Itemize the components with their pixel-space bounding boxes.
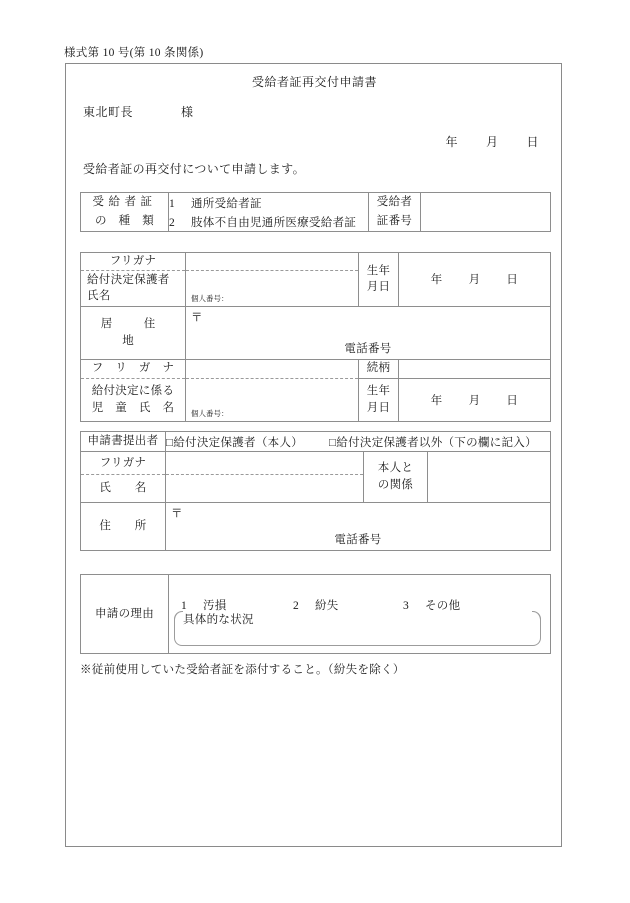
footer-note: ※従前使用していた受給者証を添付すること。（紛失を除く）	[80, 664, 405, 676]
cert-option-1-text: 通所受給者証	[191, 197, 262, 210]
guardian-mynumber-label: 個人番号：	[191, 293, 229, 303]
cert-no-label-cell-2	[369, 212, 421, 232]
cert-no-label-line1: 受給者	[376, 196, 413, 209]
submitter-relation-label-line1: 本人と	[377, 462, 414, 475]
cert-type-label-cell-2	[81, 212, 169, 232]
guardian-birth-value[interactable]	[399, 253, 551, 307]
reason-option-1-number: 1	[181, 600, 188, 612]
table-row	[81, 359, 551, 378]
child-birth-year: 年	[430, 394, 443, 407]
submitter-name-label	[81, 475, 166, 503]
submitter-table	[80, 431, 551, 551]
date-line	[445, 133, 539, 150]
reason-label-cell: 申請の理由	[81, 575, 169, 654]
submitter-header-label: 申請書提出者	[81, 432, 166, 452]
table-row	[81, 432, 551, 452]
cert-type-label-line1: 受給者証	[92, 196, 157, 209]
child-relation-value[interactable]	[399, 359, 551, 378]
guardian-furigana-label: フリガナ	[81, 253, 186, 271]
submitter-relation-label	[364, 452, 428, 503]
reason-option-2-text: 紛失	[315, 600, 339, 612]
submitter-name-label-text: 氏 名	[99, 482, 147, 495]
form-number: 様式第 10 号(第 10 条関係)	[64, 47, 204, 59]
child-birth-label	[359, 378, 399, 421]
submitter-address-value[interactable]	[166, 503, 551, 551]
guardian-name-value[interactable]	[186, 270, 359, 306]
child-furigana-label-text: フ リ ガ ナ	[91, 362, 175, 375]
guardian-birth-label-line1: 生年	[366, 264, 391, 277]
submitter-tel-label: 電話番号	[334, 534, 382, 546]
table-row	[81, 253, 551, 271]
child-name-label-line2: 児 童 氏 名	[91, 401, 175, 414]
table-row	[81, 193, 551, 213]
cert-type-label-cell	[81, 193, 169, 213]
child-furigana-label	[81, 359, 186, 378]
child-relation-label: 続柄	[359, 359, 399, 378]
submitter-address-label-text: 住 所	[99, 520, 147, 533]
child-birth-day: 日	[506, 394, 519, 407]
guardian-residence-value[interactable]	[186, 306, 551, 359]
guardian-name-label-line2: 氏名	[87, 290, 111, 303]
child-name-label	[81, 378, 186, 421]
postal-mark-icon: 〒	[191, 311, 203, 324]
date-day-label: 日	[526, 135, 539, 149]
table-row	[81, 306, 551, 359]
table-row	[81, 378, 551, 421]
child-birth-month: 月	[468, 394, 481, 407]
child-name-value[interactable]	[186, 378, 359, 421]
guardian-residence-label	[81, 306, 186, 359]
submitter-relation-value[interactable]	[428, 452, 551, 503]
guardian-tel-label: 電話番号	[344, 342, 392, 355]
table-row	[81, 503, 551, 551]
intro-text: 受給者証の再交付について申請します。	[83, 162, 306, 176]
page-title: 受給者証再交付申請書	[251, 75, 377, 89]
guardian-name-label	[81, 270, 186, 306]
reason-option-3-number: 3	[403, 600, 410, 612]
cert-no-label-line2: 証番号	[376, 215, 413, 228]
cert-no-value-cell[interactable]	[421, 193, 551, 232]
reason-table	[80, 574, 551, 654]
guardian-furigana-value[interactable]	[186, 253, 359, 271]
guardian-birth-month: 月	[468, 274, 481, 287]
cert-option-1	[169, 193, 369, 213]
guardian-birth-day: 日	[506, 274, 519, 287]
submitter-checkbox-row	[166, 432, 551, 452]
addressee-honorific: 様	[181, 105, 194, 119]
submitter-furigana-value[interactable]	[166, 452, 364, 475]
submitter-furigana-label: フリガナ	[81, 452, 166, 475]
child-birth-label-line2: 月日	[366, 401, 391, 414]
child-furigana-value[interactable]	[186, 359, 359, 378]
date-month-label: 月	[485, 135, 499, 149]
date-year-label: 年	[445, 135, 458, 149]
reason-option-2-number: 2	[293, 600, 300, 612]
submitter-checkbox-self[interactable]: □給付決定保護者（本人）	[166, 436, 304, 449]
reason-option-3[interactable]	[403, 600, 460, 612]
child-mynumber-label: 個人番号：	[191, 408, 229, 418]
child-name-label-line1: 給付決定に係る	[91, 385, 175, 397]
guardian-birth-label	[359, 253, 399, 307]
submitter-address-label	[81, 503, 166, 551]
addressee-name: 東北町長	[83, 105, 134, 119]
cert-type-label-line2: の 種 類	[95, 215, 154, 228]
table-row	[81, 452, 551, 475]
addressee	[83, 103, 194, 120]
guardian-residence-label-text: 居 住 地	[100, 318, 187, 347]
guardian-name-label-line1: 給付決定保護者	[87, 273, 170, 286]
guardian-table	[80, 252, 551, 422]
submitter-checkbox-other[interactable]: □給付決定保護者以外（下の欄に記入）	[329, 436, 537, 449]
cert-option-2-text: 肢体不自由児通所医療受給者証	[191, 216, 357, 229]
certificate-type-table	[80, 192, 551, 232]
reason-option-2[interactable]	[293, 597, 403, 613]
reason-content-cell[interactable]	[169, 575, 551, 654]
reason-option-3-text: その他	[425, 600, 461, 612]
reason-option-1-text: 汚損	[203, 600, 227, 612]
postal-mark-icon-2: 〒	[171, 508, 183, 520]
table-row	[81, 575, 551, 654]
cert-no-label-cell	[369, 193, 421, 213]
submitter-name-value[interactable]	[166, 475, 364, 503]
cert-option-2-number: 2	[169, 216, 176, 229]
reason-detail-label: 具体的な状況	[183, 614, 254, 626]
cert-option-1-number: 1	[169, 197, 176, 210]
guardian-birth-label-line2: 月日	[366, 281, 391, 294]
cert-option-2	[169, 212, 369, 232]
child-birth-value[interactable]	[399, 378, 551, 421]
guardian-birth-year: 年	[430, 274, 443, 287]
child-birth-label-line1: 生年	[366, 385, 391, 397]
submitter-relation-label-line2: の関係	[377, 479, 414, 491]
